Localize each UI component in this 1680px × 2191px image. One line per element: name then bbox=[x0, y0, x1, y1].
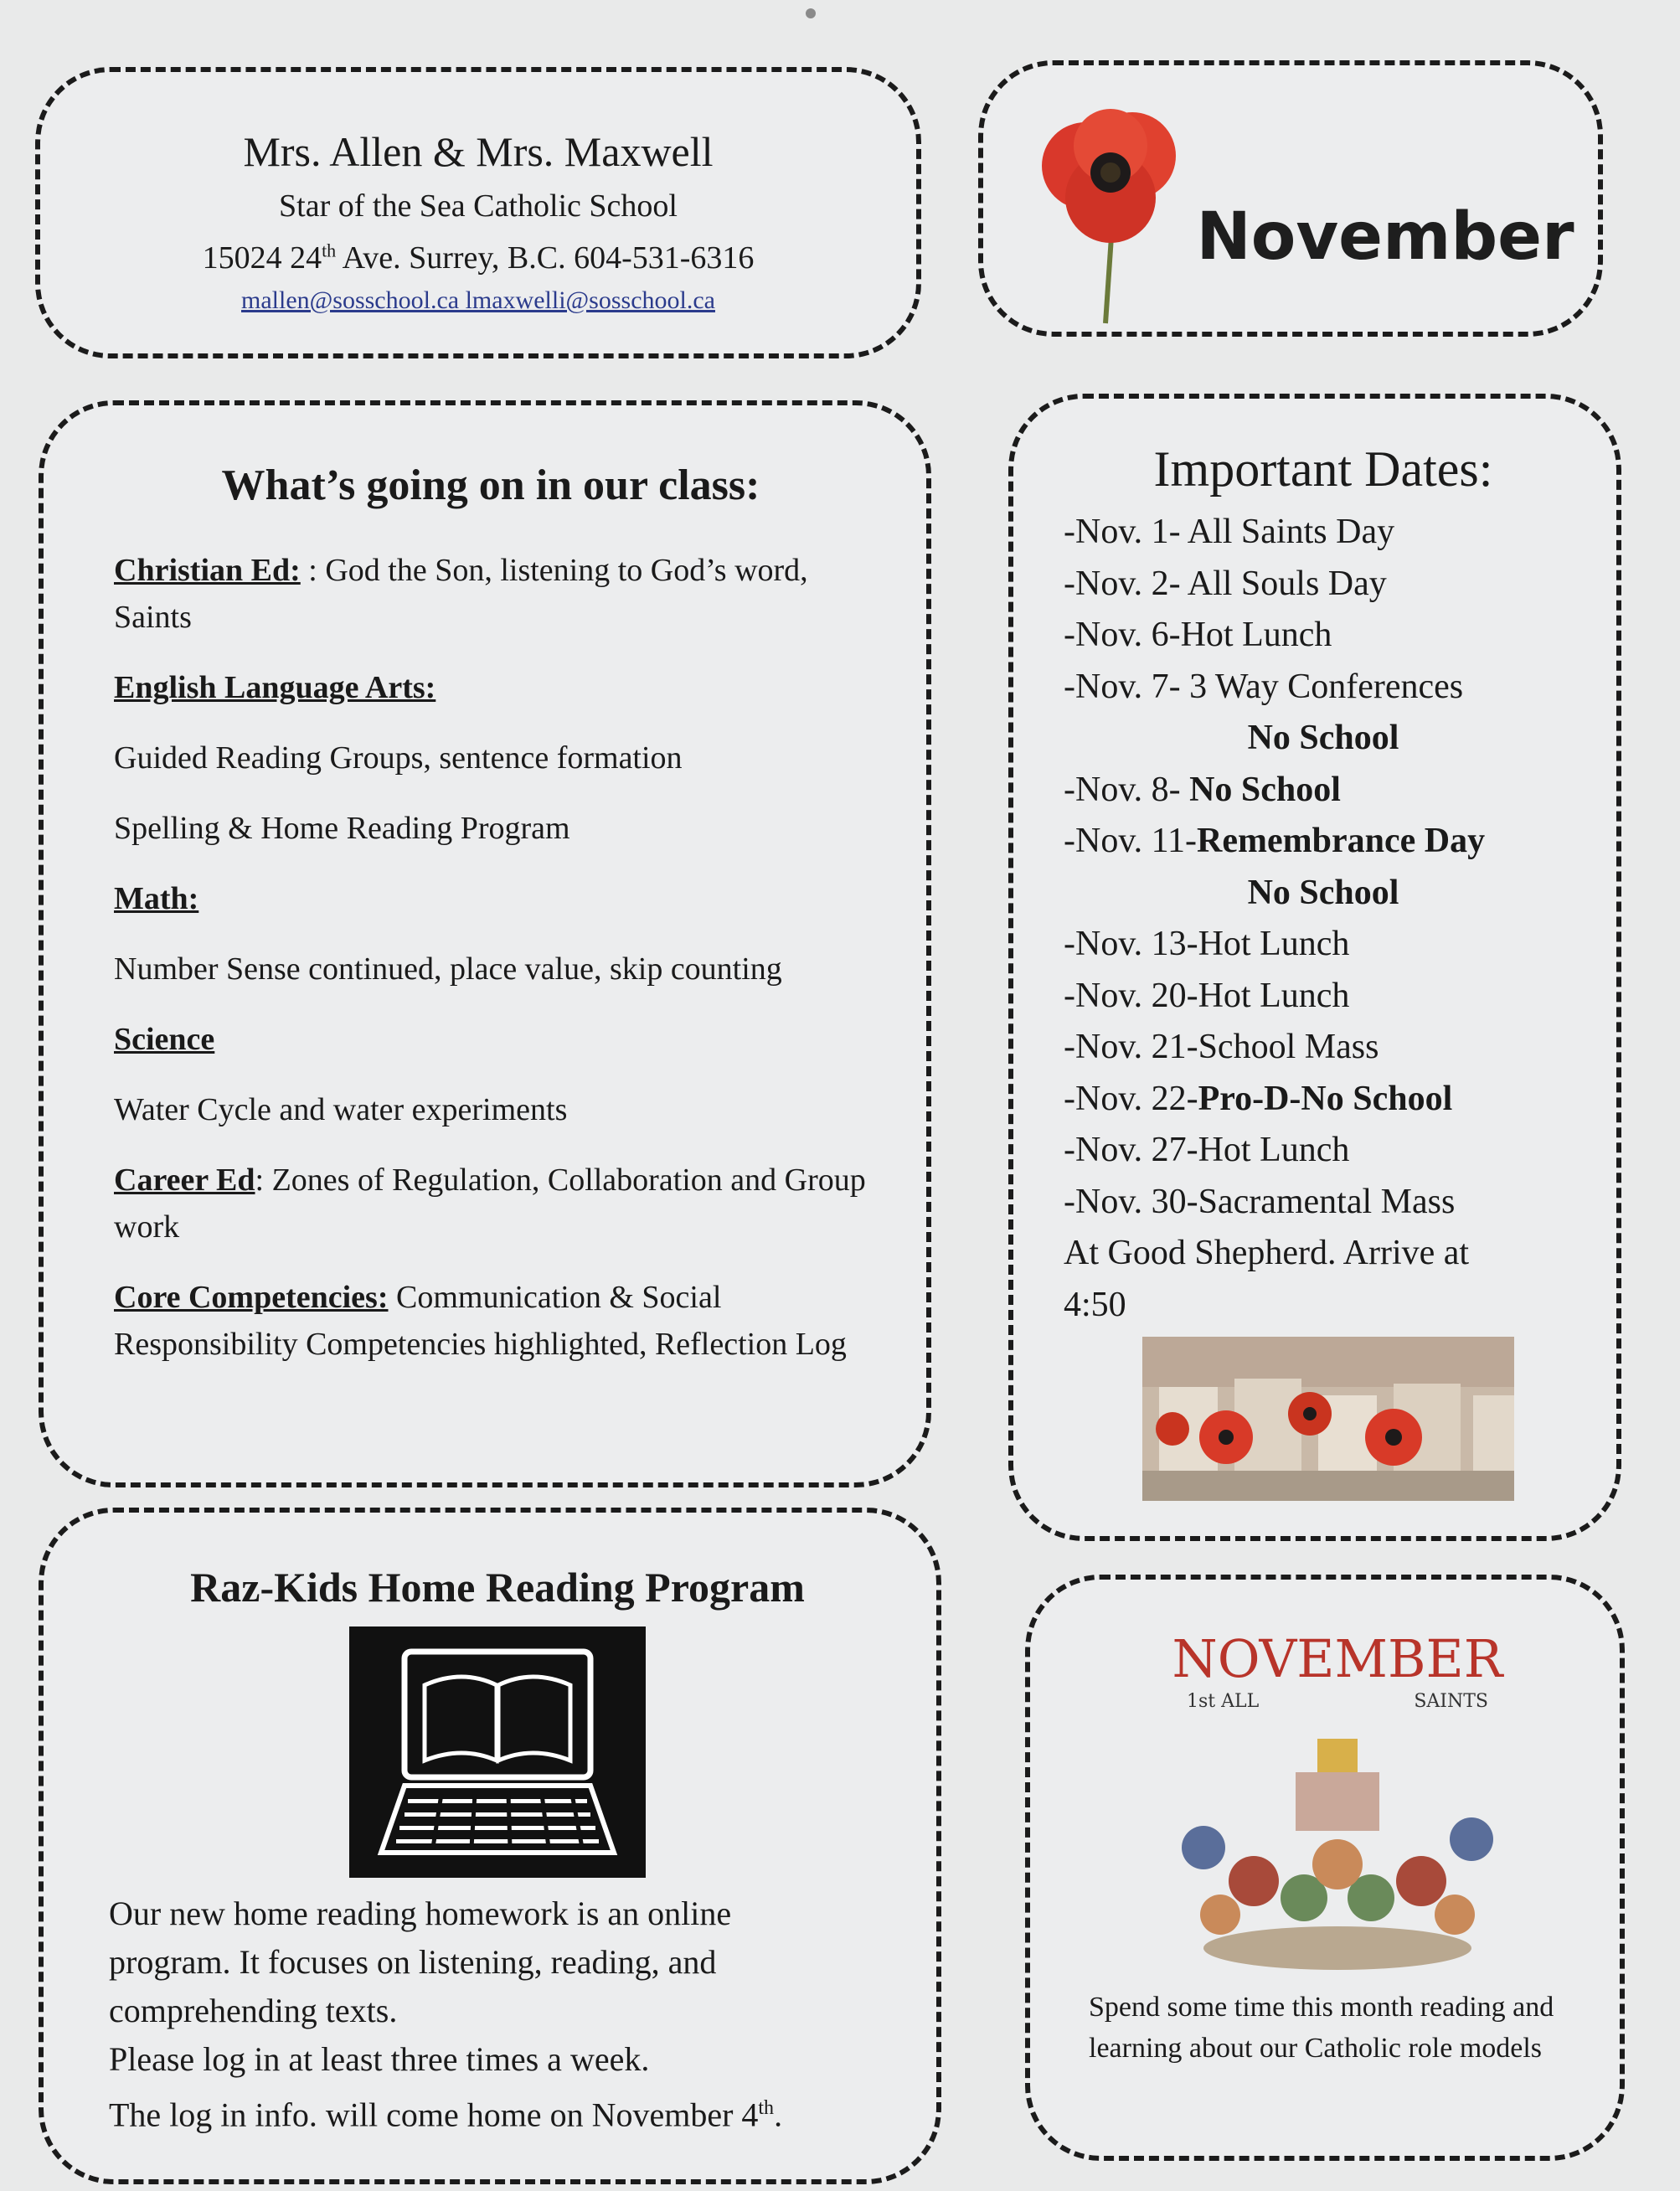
date-item: -Nov. 1- All Saints Day bbox=[1064, 513, 1395, 551]
date-item-note: At Good Shepherd. Arrive at bbox=[1064, 1234, 1470, 1272]
month-title: November bbox=[1196, 199, 1574, 275]
raz-title: Raz-Kids Home Reading Program bbox=[190, 1564, 805, 1611]
date-item: -Nov. 2- All Souls Day bbox=[1064, 564, 1387, 603]
math-text: Number Sense continued, place value, skip counting bbox=[114, 951, 782, 987]
science-text: Water Cycle and water experiments bbox=[114, 1092, 568, 1127]
raz-text-line: comprehending texts. bbox=[109, 1992, 398, 2029]
date-item: -Nov. 13-Hot Lunch bbox=[1064, 925, 1350, 963]
date-item: -Nov. 30-Sacramental Mass bbox=[1064, 1182, 1456, 1221]
raz-text-line: program. It focuses on listening, reading, and bbox=[109, 1943, 717, 1981]
teacher-names: Mrs. Allen & Mrs. Maxwell bbox=[243, 128, 714, 175]
school-name: Star of the Sea Catholic School bbox=[279, 188, 678, 224]
ela-heading: English Language Arts: bbox=[114, 670, 436, 705]
date-item-note: No School bbox=[1247, 719, 1399, 757]
poppy-flower-icon bbox=[1033, 99, 1184, 325]
saints-image-title: NOVEMBER bbox=[1172, 1630, 1503, 1689]
core-competencies-item: Core Competencies: Communication & Social Responsibility Competencies highlighted, Reflection Log bbox=[114, 1280, 847, 1362]
career-ed-item: Career Ed: Zones of Regulation, Collaboration and Group work bbox=[114, 1163, 866, 1245]
date-item: -Nov. 6-Hot Lunch bbox=[1064, 616, 1332, 654]
date-item: -Nov. 20-Hot Lunch bbox=[1064, 976, 1350, 1015]
paper-dot bbox=[806, 8, 816, 18]
raz-kids-box bbox=[39, 1508, 941, 2184]
date-item: -Nov. 21-School Mass bbox=[1064, 1028, 1379, 1066]
all-saints-box bbox=[1025, 1575, 1625, 2161]
science-heading: Science bbox=[114, 1022, 215, 1057]
saints-caption: Spend some time this month reading and learning about our Catholic role models bbox=[1089, 1992, 1554, 2064]
date-item: -Nov. 11-Remembrance Day bbox=[1064, 822, 1486, 860]
ela-line-2: Spelling & Home Reading Program bbox=[114, 811, 570, 846]
christian-ed-item: Christian Ed: : God the Son, listening to God’s word, Saints bbox=[114, 553, 808, 635]
math-heading: Math: bbox=[114, 881, 199, 916]
date-item: -Nov. 8- No School bbox=[1064, 770, 1341, 809]
teacher-header-box bbox=[35, 67, 921, 358]
important-dates-box bbox=[1008, 394, 1621, 1541]
all-saints-illustration bbox=[1153, 1630, 1522, 1978]
saints-image-sub-right: SAINTS bbox=[1414, 1691, 1488, 1712]
poppy-crosses-image bbox=[1142, 1337, 1514, 1501]
class-activities-box bbox=[39, 400, 931, 1487]
school-address: 15024 24th Ave. Surrey, B.C. 604-531-6316 bbox=[202, 240, 755, 276]
date-item-note: No School bbox=[1247, 873, 1399, 912]
date-item: -Nov. 27-Hot Lunch bbox=[1064, 1131, 1350, 1169]
month-box bbox=[978, 60, 1603, 337]
teacher-emails[interactable]: mallen@sosschool.ca lmaxwelli@sosschool.ca bbox=[241, 286, 715, 314]
saints-image-sub-left: 1st ALL bbox=[1187, 1691, 1260, 1712]
date-item-note: 4:50 bbox=[1064, 1285, 1126, 1324]
ela-line-1: Guided Reading Groups, sentence formation bbox=[114, 740, 683, 776]
raz-text-line: Please log in at least three times a week. bbox=[109, 2040, 650, 2078]
class-section-title: What’s going on in our class: bbox=[221, 461, 760, 509]
laptop-book-icon bbox=[349, 1626, 646, 1878]
date-item: -Nov. 22-Pro-D-No School bbox=[1064, 1079, 1453, 1118]
dates-title: Important Dates: bbox=[1153, 441, 1493, 497]
raz-text-line: The log in info. will come home on November 4th. bbox=[109, 2096, 783, 2134]
raz-text-line: Our new home reading homework is an online bbox=[109, 1895, 732, 1932]
date-item: -Nov. 7- 3 Way Conferences bbox=[1064, 667, 1464, 706]
